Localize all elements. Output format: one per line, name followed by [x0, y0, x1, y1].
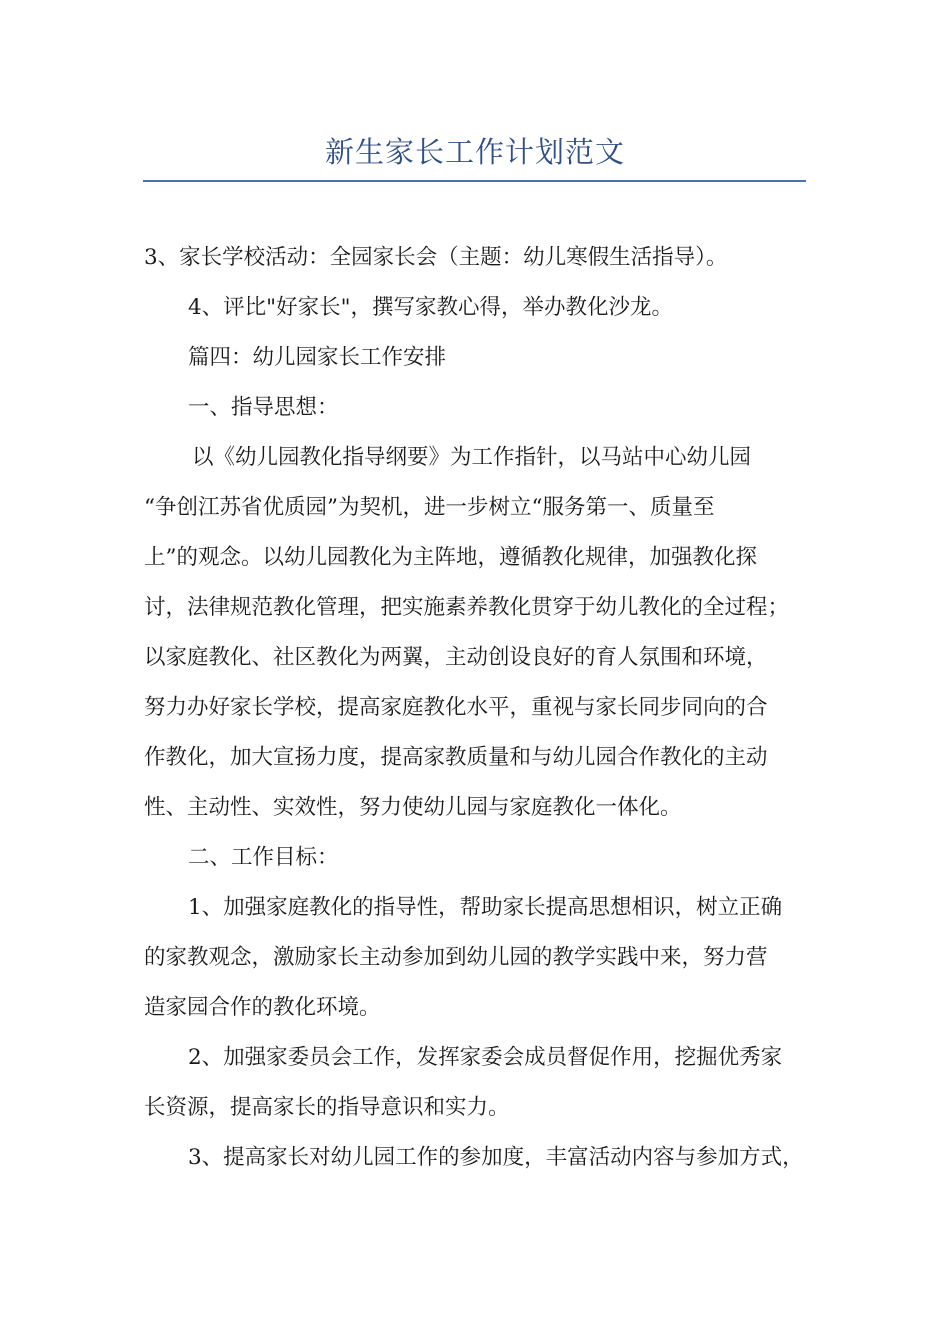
- paragraph-line: 上”的观念。以幼儿园教化为主阵地，遵循教化规律，加强教化探: [144, 545, 757, 570]
- document-body: [144, 233, 814, 1183]
- paragraph-line: 性、主动性、实效性，努力使幼儿园与家庭教化一体化。: [144, 795, 682, 820]
- paragraph-line: “争创江苏省优质园”为契机，进一步树立“服务第一、质量至: [144, 495, 715, 520]
- paragraph-line: 1、加强家庭教化的指导性，帮助家长提高思想相识，树立正确: [188, 895, 783, 920]
- title-underline: [143, 180, 806, 182]
- section-heading: 篇四：幼儿园家长工作安排: [188, 345, 447, 370]
- section-heading: 一、指导思想：: [188, 395, 339, 420]
- paragraph-line: 3、提高家长对幼儿园工作的参加度，丰富活动内容与参加方式，: [188, 1145, 804, 1170]
- document-title: 新生家长工作计划范文: [324, 135, 625, 169]
- paragraph-line: 的家教观念，激励家长主动参加到幼儿园的教学实践中来，努力营: [144, 945, 768, 970]
- paragraph-line: 努力办好家长学校，提高家庭教化水平，重视与家长同步同向的合: [144, 695, 768, 720]
- paragraph-line: 造家园合作的教化环境。: [144, 995, 381, 1020]
- paragraph-line: 以家庭教化、社区教化为两翼，主动创设良好的育人氛围和环境，: [144, 645, 768, 670]
- paragraph-line: 讨，法律规范教化管理，把实施素养教化贯穿于幼儿教化的全过程；: [144, 595, 790, 620]
- paragraph-line: 作教化，加大宣扬力度，提高家教质量和与幼儿园合作教化的主动: [144, 745, 768, 770]
- paragraph-line: 4、评比"好家长"，撰写家教心得，举办教化沙龙。: [188, 295, 673, 320]
- section-heading: 二、工作目标：: [188, 845, 339, 870]
- paragraph-line: 3、家长学校活动：全园家长会（主题：幼儿寒假生活指导）。: [144, 245, 728, 270]
- paragraph-line: 长资源，提高家长的指导意识和实力。: [144, 1095, 510, 1120]
- paragraph-line: 2、加强家委员会工作，发挥家委会成员督促作用，挖掘优秀家: [188, 1045, 783, 1070]
- paragraph-line: 以《幼儿园教化指导纲要》为工作指针，以马站中心幼儿园: [192, 445, 752, 470]
